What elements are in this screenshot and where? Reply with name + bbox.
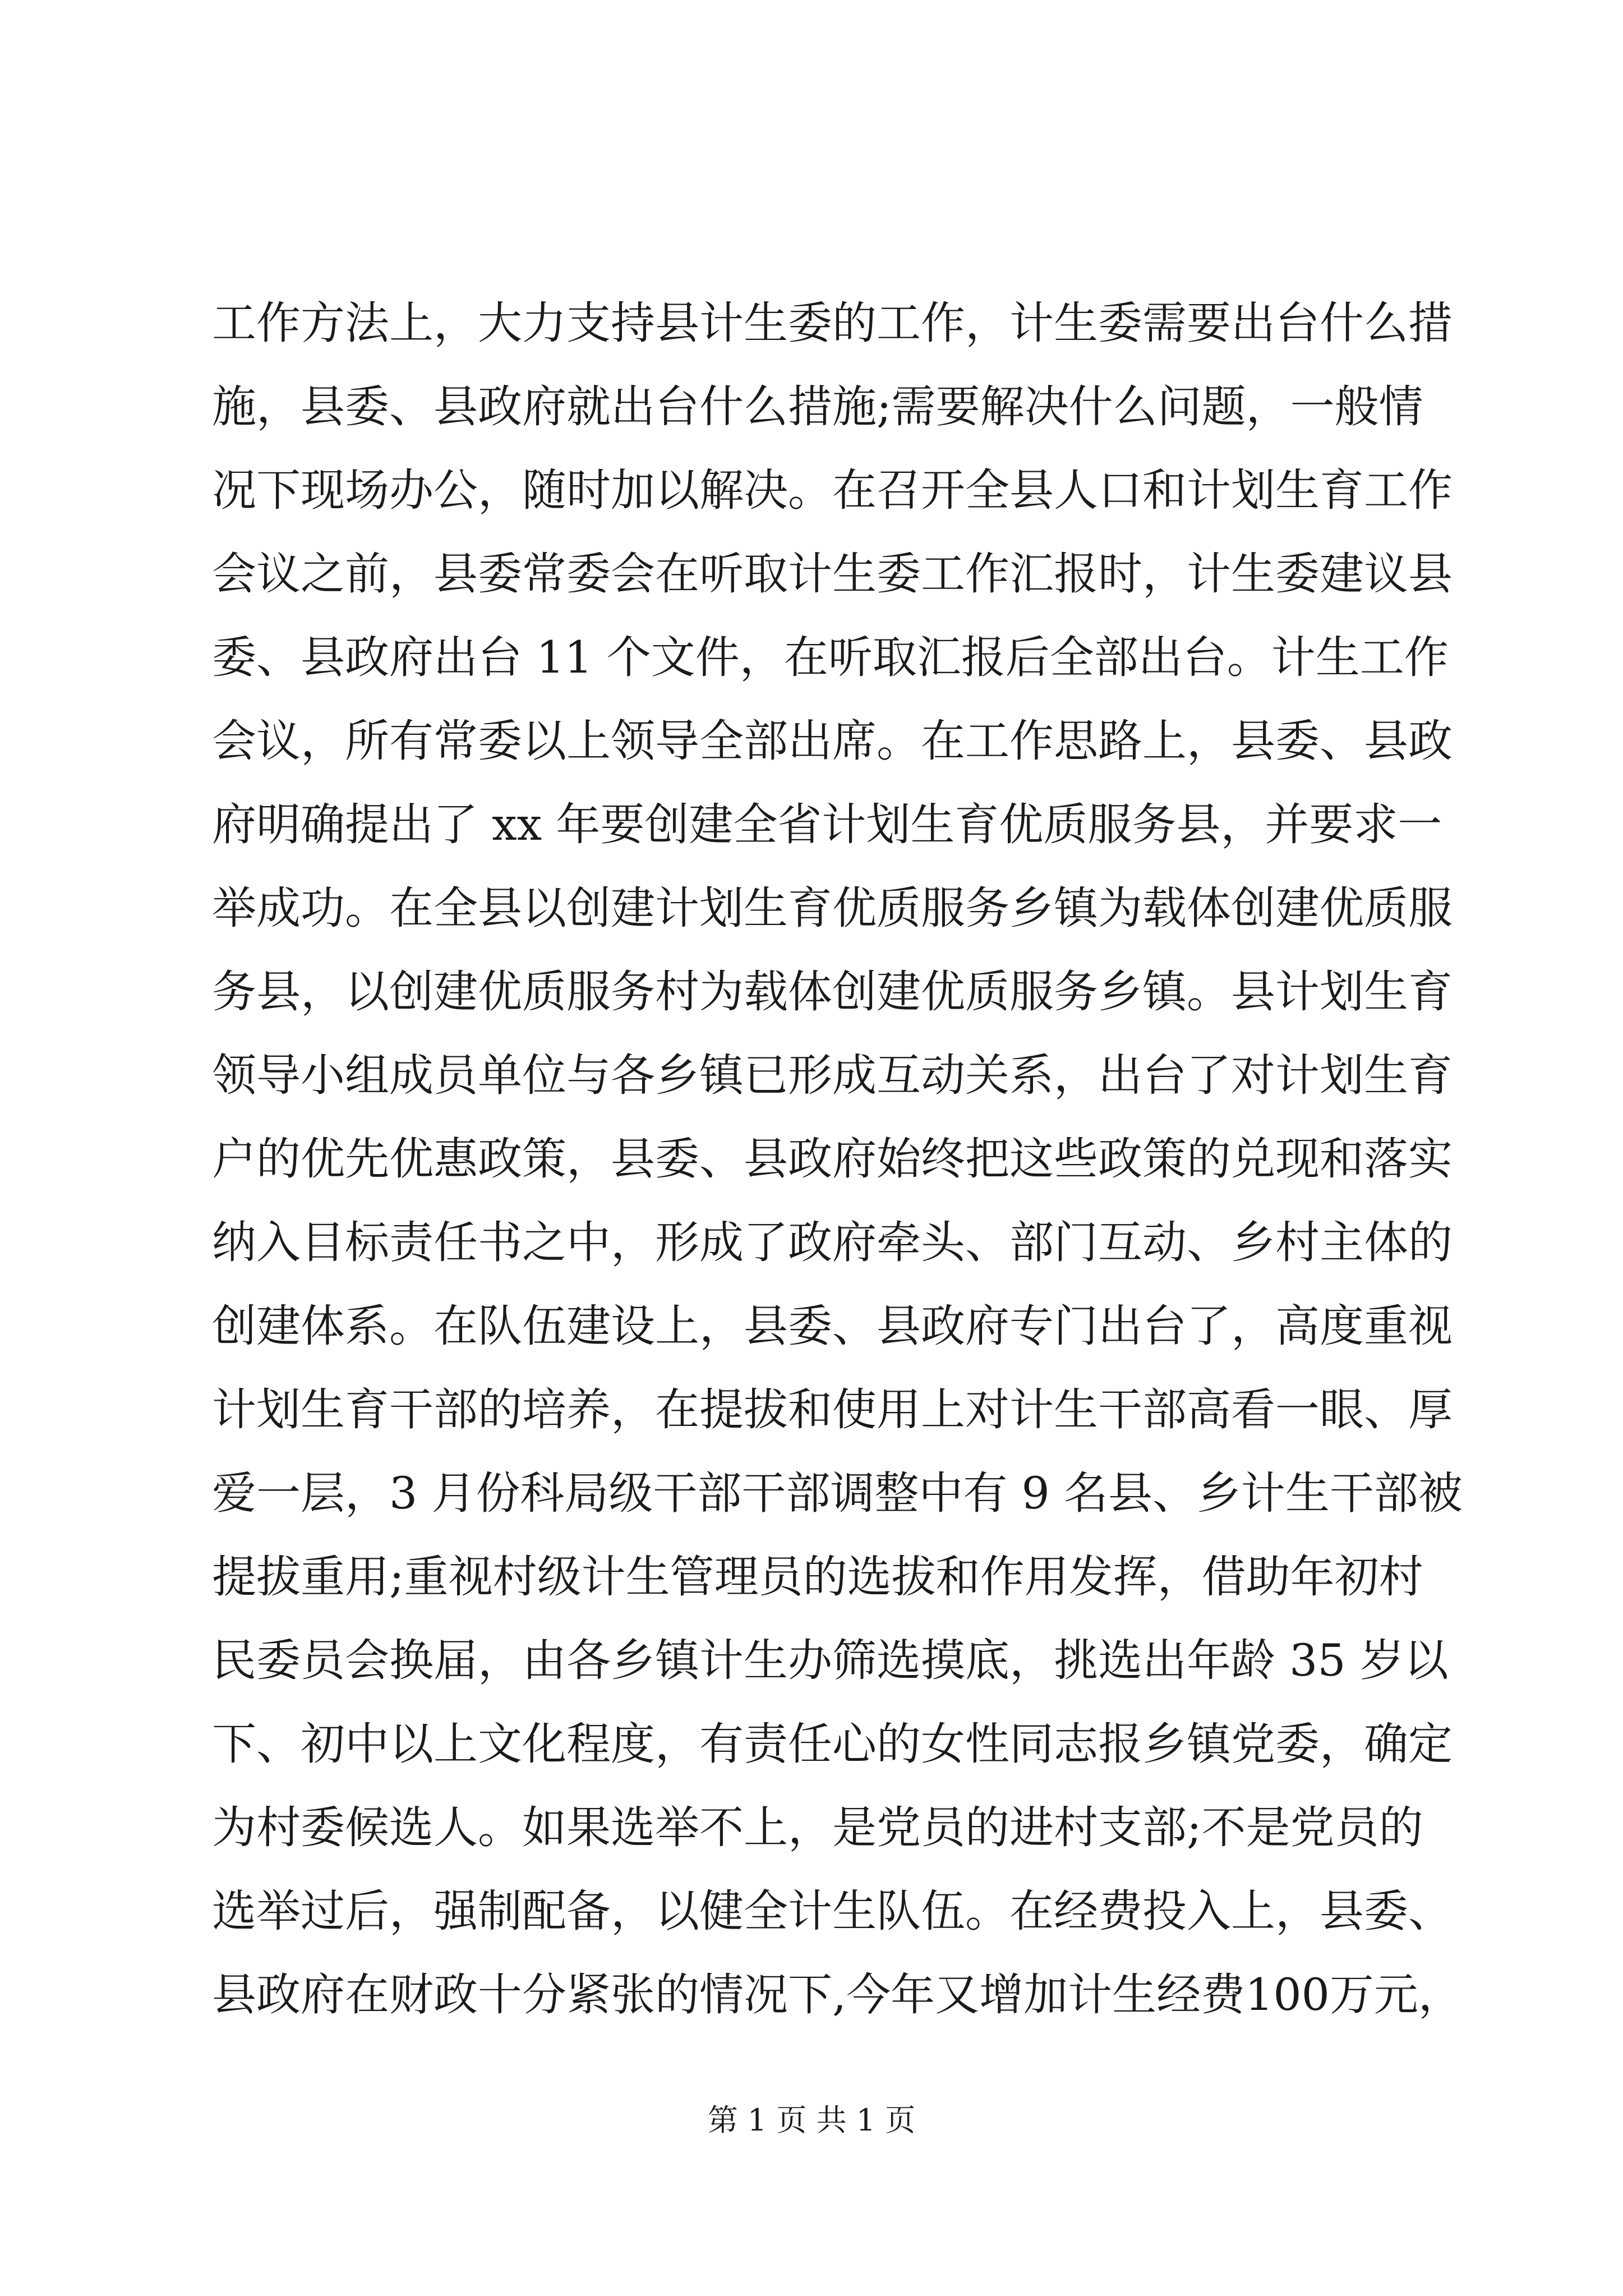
- text-line: 爱一层，3 月份科局级干部干部调整中有 9 名县、乡计生干部被: [212, 1467, 1463, 1519]
- text-line: 施，县委、县政府就出台什么措施;需要解决什么问题，一般情: [212, 381, 1423, 432]
- text-line: 提拔重用;重视村级计生管理员的选拔和作用发挥，借助年初村: [212, 1551, 1423, 1603]
- text-line: 会议，所有常委以上领导全部出席。在工作思路上，县委、县政: [212, 715, 1453, 767]
- text-line: 纳入目标责任书之中，形成了政府牵头、部门互动、乡村主体的: [212, 1217, 1453, 1268]
- text-line: 况下现场办公，随时加以解决。在召开全县人口和计划生育工作: [212, 464, 1453, 516]
- text-line: 举成功。在全县以创建计划生育优质服务乡镇为载体创建优质服: [212, 882, 1453, 934]
- text-line: 民委员会换届，由各乡镇计生办筛选摸底，挑选出年龄 35 岁以: [212, 1635, 1449, 1686]
- text-line: 县政府在财政十分紧张的情况下,今年又增加计生经费100万元，: [212, 1969, 1463, 2021]
- text-line: 创建体系。在队伍建设上，县委、县政府专门出台了，高度重视: [212, 1300, 1453, 1352]
- text-line: 府明确提出了 xx 年要创建全省计划生育优质服务县，并要求一: [212, 799, 1442, 850]
- page-number-footer: 第 1 页 共 1 页: [707, 2102, 916, 2138]
- text-line: 务县，以创建优质服务村为载体创建优质服务乡镇。县计划生育: [212, 966, 1453, 1018]
- text-line: 会议之前，县委常委会在听取计生委工作汇报时，计生委建议县: [212, 548, 1453, 600]
- text-line: 户的优先优惠政策，县委、县政府始终把这些政策的兑现和落实: [212, 1133, 1453, 1185]
- text-line: 选举过后，强制配备，以健全计生队伍。在经费投入上，县委、: [212, 1885, 1453, 1937]
- text-line: 为村委候选人。如果选举不上，是党员的进村支部;不是党员的: [212, 1802, 1423, 1853]
- text-line: 下、初中以上文化程度，有责任心的女性同志报乡镇党委，确定: [212, 1718, 1453, 1770]
- text-line: 委、县政府出台 11 个文件，在听取汇报后全部出台。计生工作: [212, 632, 1449, 683]
- text-line: 领导小组成员单位与各乡镇已形成互动关系，出台了对计划生育: [212, 1050, 1453, 1101]
- text-line: 工作方法上，大力支持县计生委的工作，计生委需要出台什么措: [212, 297, 1453, 349]
- body-paragraph: [212, 282, 1463, 2037]
- text-line: 计划生育干部的培养，在提拔和使用上对计生干部高看一眼、厚: [212, 1384, 1453, 1435]
